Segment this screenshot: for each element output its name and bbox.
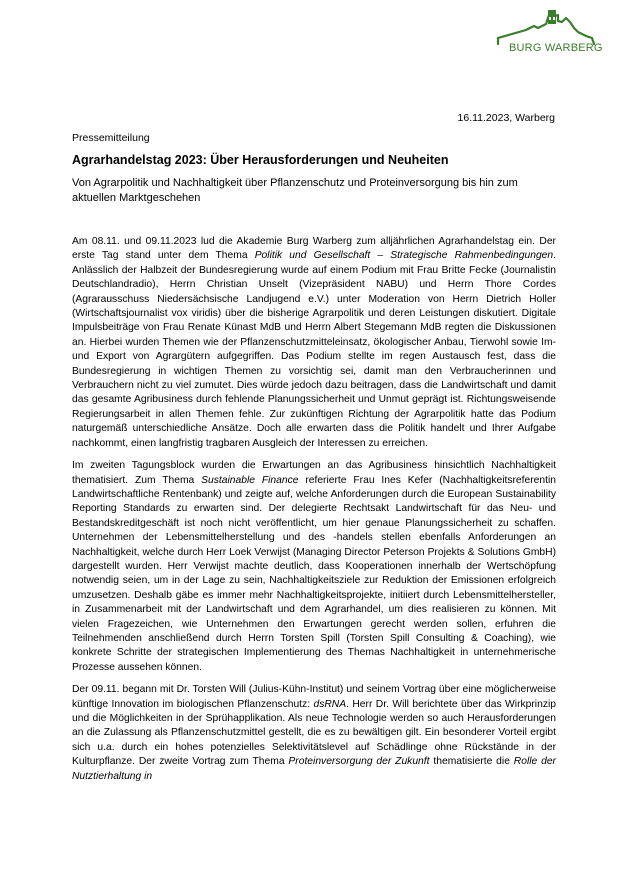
document-type-label: Pressemitteilung	[72, 132, 150, 144]
press-release-body	[72, 132, 556, 792]
date-line: 16.11.2023, Warberg	[457, 112, 555, 124]
paragraph-3: Der 09.11. begann mit Dr. Torsten Will (Julius-Kühn-Institut) und seinem Vortrag über eine möglicherweise künftige Innovation im biologischen Pflanzenschutz: dsRNA. Herr Dr. Will berichtete über das Wirkprinzip und die Möglichkeiten in der Sprühapplikation. Als neue Technologie werden so auch Herausforderungen an die Zulassung als Pflanzenschutzmittel gestellt, die es zu bewältigen gilt. Ein besonderer Vorteil ergibt sich u.a. durch ein hohes potenzielles Selektivitätslevel auf Schädlinge ohne Rückstände in der Kulturpflanze. Der zweite Vortrag zum Thema Proteinversorgung der Zukunft thematisierte die Rolle der Nutztierhaltung in	[72, 684, 556, 782]
logo-wordmark: BURG WARBERG	[509, 42, 603, 54]
document-subtitle: Von Agrarpolitik und Nachhaltigkeit über Pflanzenschutz und Proteinversorgung bis hin zum aktuellen Marktgeschehen	[72, 177, 518, 204]
paragraph-1: Am 08.11. und 09.11.2023 lud die Akademie Burg Warberg zum alljährlichen Agrarhandelstag ein. Der erste Tag stand unter dem Thema Politik und Gesellschaft – Strategische Rahmenbedingungen. Anlässlich der Halbzeit der Bundesregierung wurde auf einem Podium mit Frau Britte Fecke (Journalistin Deutschlandradio), Herrn Christian Unselt (Vizepräsident NABU) und Herrn Thore Cordes (Agrarausschuss Niedersächsische Landjugend e.V.) unter Moderation von Herrn Dietrich Holler (Wirtschaftsjournalist vox viridis) über die bisherige Agrarpolitik und deren Leistungen diskutiert. Digitale Impulsbeiträge von Frau Renate Künast MdB und Herrn Albert Stegemann MdB regten die Diskussionen an. Hierbei wurden Themen wie der Pflanzenschutzmitteleinsatz, ökologischer Anbau, Tierwohl sowie Im- und Export von Agrargütern aufgegriffen. Das Podium stellte im regen Austausch fest, dass die Bundesregierung in wichtigen Themen zu vorsichtig sei, damit man den Verbraucherinnen und Verbrauchern nicht zu viel zumutet. Dies würde jedoch dazu beitragen, dass die Landwirtschaft und damit das gesamte Agribusiness durch fehlende Planungssicherheit und Unmut geprägt ist. Richtungsweisende Regierungsarbeit in allen Themen fehle. Zur zukünftigen Richtung der Agrarpolitik hatte das Podium naturgemäß unterschiedliche Ansätze. Doch alle erwarten dass die Politik handelt und Ihrer Aufgabe nachkommt, einen langfristig tragbaren Ausgleich der Interessen zu erreichen.	[72, 236, 556, 449]
burg-warberg-logo-mark	[486, 8, 614, 64]
paragraph-2: Im zweiten Tagungsblock wurden die Erwartungen an das Agribusiness hinsichtlich Nachhaltigkeit thematisiert. Zum Thema Sustainable Finance referierte Frau Ines Kefer (Nachhaltigkeitsreferentin Landwirtschaftliche Rentenbank) und zeigte auf, welche Anforderungen durch die European Sustainability Reporting Standards zu erwarten sind. Der delegierte Rechtsakt Landwirtschaft für das Neu- und Bestandskreditgeschäft ist noch nicht veröffentlicht, um hier genaue Planungssicherheit zu schaffen. Unternehmen der Lebensmittelherstellung und des -handels stellen ebenfalls Anforderungen an Nachhaltigkeit, welche durch Herr Loek Verwijst (Managing Director Peterson Projekts & Solutions GmbH) dargestellt wurden. Herr Verwijst machte deutlich, dass Kooperationen innerhalb der Wertschöpfung notwendig seien, um in der Lage zu sein, Nachhaltigkeitsziele zur Reduktion der Emissionen erfolgreich umzusetzen. Deshalb gäbe es immer mehr Nachhaltigkeitsprojekte, initiiert durch Lebensmittelhersteller, in Zusammenarbeit mit der Landwirtschaft und dem Agrarhandel, um dies realisieren zu können. Mit vielen Fragezeichen, wie Unternehmen den Erwartungen gerecht werden sollen, erfuhren die Teilnehmenden anschließend durch Herrn Torsten Spill (Torsten Spill Consulting & Coaching), wie konkrete Schritte der strategischen Implementierung des Themas Nachhaltigkeit in unternehmerische Prozesse aussehen können.	[72, 460, 556, 673]
document-title: Agrarhandelstag 2023: Über Herausforderungen und Neuheiten	[72, 153, 449, 167]
